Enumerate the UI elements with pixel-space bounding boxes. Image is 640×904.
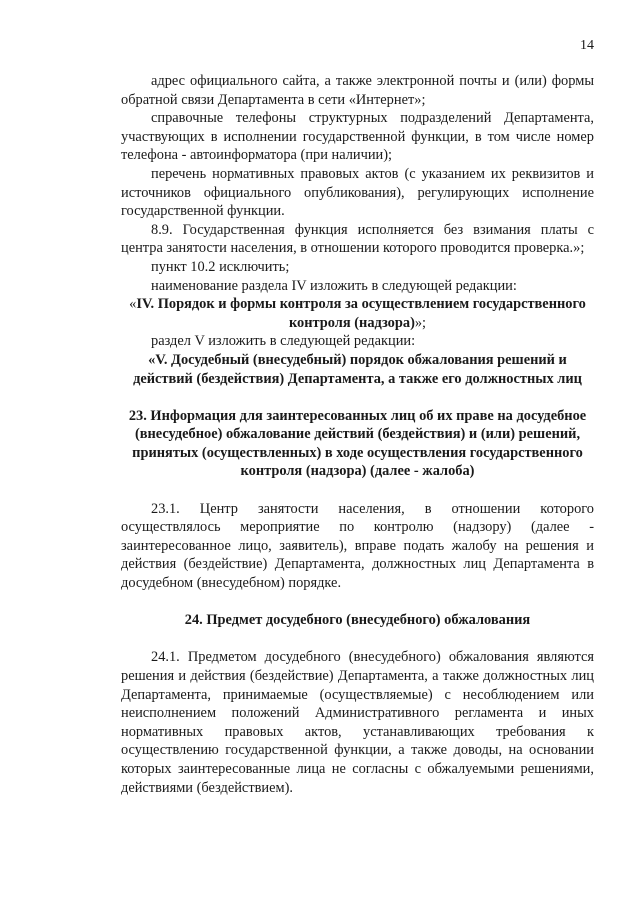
spacer — [121, 630, 594, 649]
section-iv-title-text: IV. Порядок и формы контроля за осуществлением государственного контроля (надзора) — [136, 296, 586, 331]
paragraph-section-v-intro: раздел V изложить в следующей редакции: — [151, 333, 416, 350]
paragraph-phones: справочные телефоны структурных подразделений Департамента, участвующих в исполнении государственной функции, в том числе номер телефона - автоинформатора (при наличии); — [121, 110, 594, 164]
heading-24: 24. Предмет досудебного (внесудебного) обжалования — [184, 612, 531, 629]
heading-23: 23. Информация для заинтересованных лиц об их праве на досудебное (внесудебное) обжалование действий (бездействия) и (или) решений, принятых (осуществленных) в ходе осуществления государственного контроля (надзора) (далее - жалоба) — [128, 407, 587, 480]
paragraph-website: адрес официального сайта, а также электронной почты и (или) формы обратной связи Департамента в сети «Интернет»; — [121, 73, 594, 108]
spacer — [121, 481, 594, 500]
spacer — [121, 593, 594, 612]
section-v-title: «V. Досудебный (внесудебный) порядок обжалования решений и действий (бездействия) Департамента, а также его должностных лиц — [133, 351, 582, 387]
paragraph-exclude-10-2: пункт 10.2 исключить; — [151, 258, 290, 275]
section-iv-close-quote: »; — [414, 314, 427, 331]
paragraph-8-9: 8.9. Государственная функция исполняется без взимания платы с центра занятости населения, в отношении которого проводится проверка.»; — [121, 221, 594, 257]
paragraph-24-1: 24.1. Предметом досудебного (внесудебного) обжалования являются решения и действия (бездействие) Департамента, а также должностных лиц Департамента, принимаемые (осуществляемые) с несоблюдением или неисполнением положений Административного регламента и иных нормативных правовых актов, устанавливающих требования к осуществлению государственной функции, а также доводы, на основании которых заинтересованные лица не согласны с обжалуемыми решениями, действиями (бездействием). — [121, 649, 594, 796]
document-body — [121, 72, 594, 797]
paragraph-23-1: 23.1. Центр занятости населения, в отношении которого осуществлялось мероприятие по контролю (надзору) (далее - заинтересованное лицо, заявитель), вправе подать жалобу на решения и действия (бездействие) Департамента, должностных лиц Департамента в досудебном (внесудебном) порядке. — [121, 500, 594, 592]
spacer — [121, 388, 594, 407]
section-iv-title — [121, 295, 594, 332]
page-number: 14 — [580, 38, 594, 53]
paragraph-legal-acts: перечень нормативных правовых актов (с указанием их реквизитов и источников официального опубликования), регулирующих исполнение государственной функции. — [121, 165, 594, 220]
section-iv-open-quote: « — [129, 296, 137, 313]
paragraph-section-iv-intro: наименование раздела IV изложить в следующей редакции: — [151, 277, 517, 294]
